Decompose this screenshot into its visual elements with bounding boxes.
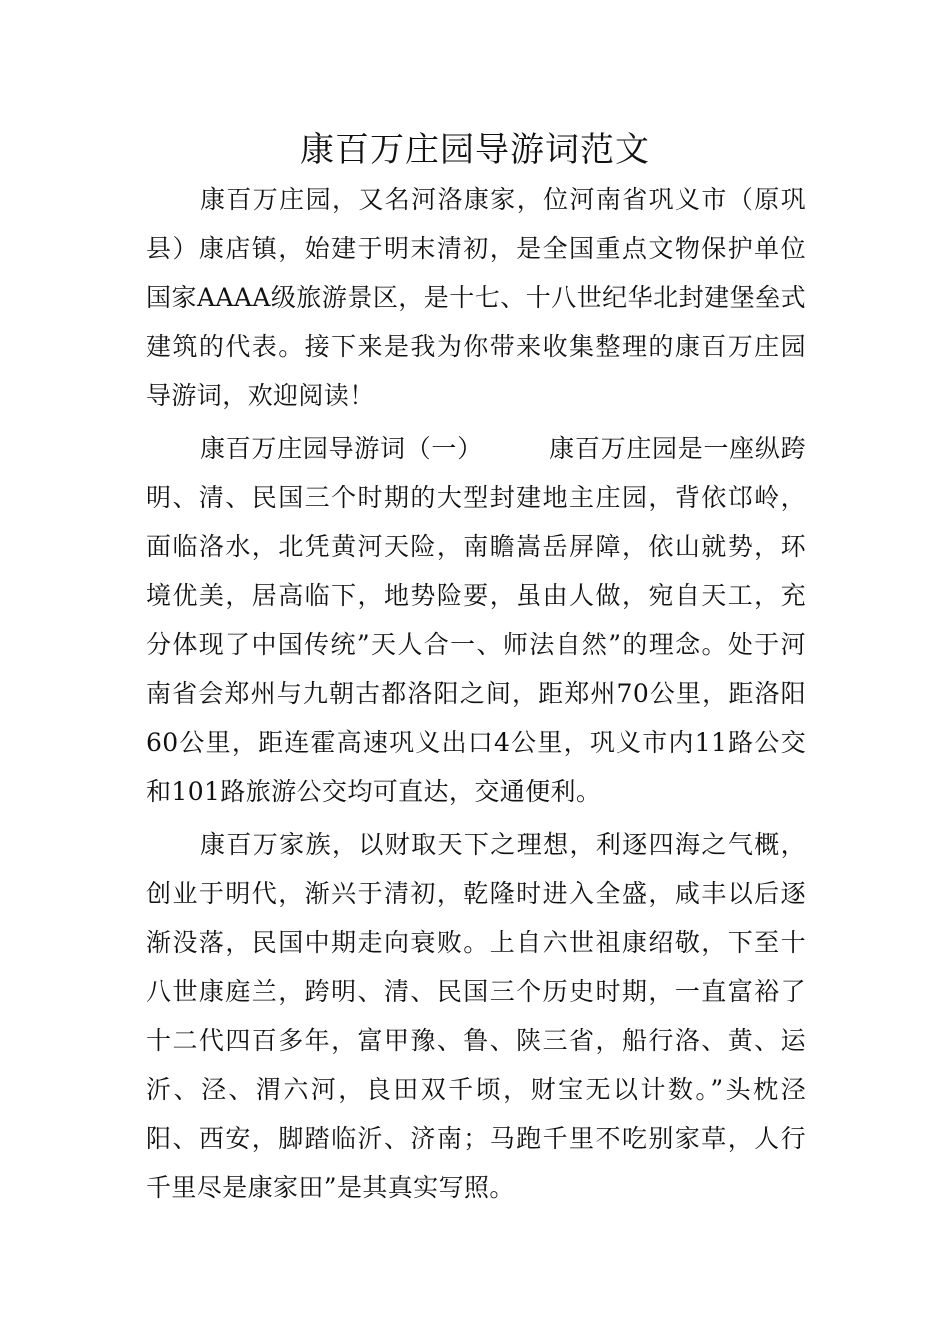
document-title: 康百万庄园导游词范文 bbox=[300, 130, 650, 170]
intro-paragraph: 康百万庄园，又名河洛康家，位河南省巩义市（原巩县）康店镇，始建于明末清初，是全国重点文物保护单位国家AAAA级旅游景区，是十七、十八世纪华北封建堡垒式建筑的代表。接下来是我为你带来收集整理的康百万庄园导游词，欢迎阅读！ bbox=[146, 185, 806, 410]
section-paragraph bbox=[146, 424, 806, 816]
section-text: 康百万庄园是一座纵跨明、清、民国三个时期的大型封建地主庄园，背依邙岭，面临洛水，北凭黄河天险，南瞻嵩岳屏障，依山就势，环境优美，居高临下，地势险要，虽由人做，宛自天工，充分体现了中国传统”天人合一、师法自然”的理念。处于河南省会郑州与九朝古都洛阳之间，距郑州70公里，距洛阳60公里，距连霍高速巩义出口4公里，巩义市内11路公交和101路旅游公交均可直达，交通便利。 bbox=[146, 434, 806, 806]
family-paragraph: 康百万家族，以财取天下之理想，利逐四海之气概，创业于明代，渐兴于清初，乾隆时进入全盛，咸丰以后逐渐没落，民国中期走向衰败。上自六世祖康绍敬，下至十八世康庭兰，跨明、清、民国三个历史时期，一直富裕了十二代四百多年，富甲豫、鲁、陕三省，船行洛、黄、运沂、泾、渭六河，良田双千顷，财宝无以计数。”头枕泾阳、西安，脚踏临沂、济南；马跑千里不吃别家草，人行千里尽是康家田”是其真实写照。 bbox=[146, 830, 806, 1202]
document-body bbox=[146, 175, 806, 1212]
section-heading: 康百万庄园导游词（一） bbox=[200, 434, 483, 463]
